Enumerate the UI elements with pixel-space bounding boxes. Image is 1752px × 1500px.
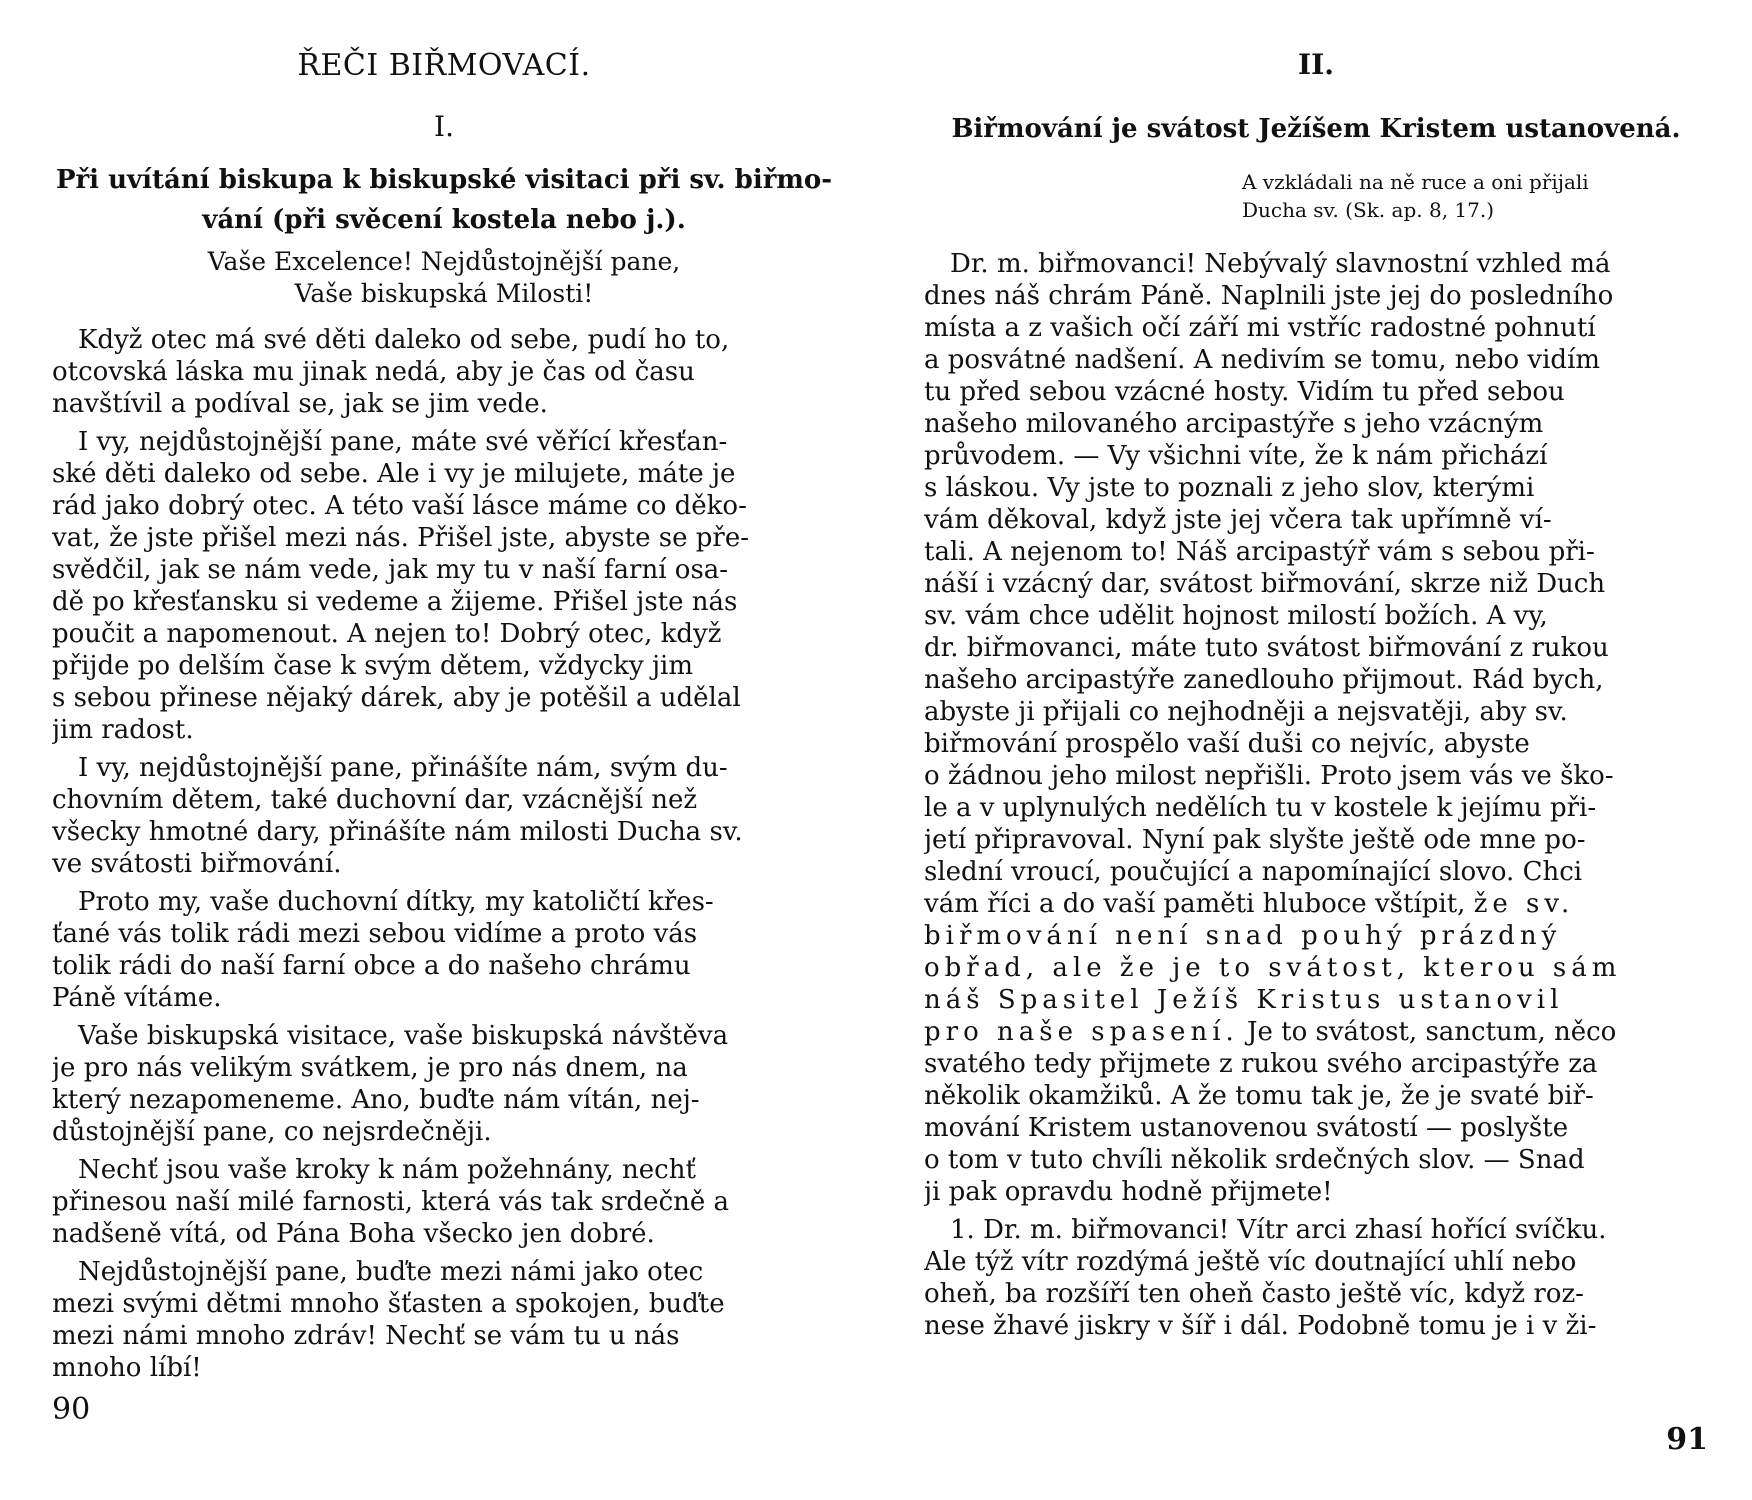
text-line: svědčil, jak se nám vede, jak my tu v naší farní osa- xyxy=(52,555,729,585)
salutation xyxy=(52,246,836,310)
text-line: je pro nás velikým svátkem, je pro nás dnem, na xyxy=(52,1053,688,1083)
text-line: mnoho líbí! xyxy=(52,1353,202,1383)
text-line: ve svátosti biřmování. xyxy=(52,849,342,879)
paragraph xyxy=(924,1214,1708,1342)
text-line: o žádnou jeho milost nepřišli. Proto jsem vás ve ško- xyxy=(924,761,1614,791)
text-line: Nechť jsou vaše kroky k nám požehnány, nechť xyxy=(78,1155,696,1185)
text-line: Nejdůstojnější pane, buďte mezi námi jako otec xyxy=(78,1257,704,1287)
paragraph xyxy=(52,1154,836,1250)
text-line: abyste ji přijali co nejhodněji a nejsvatěji, aby sv. xyxy=(924,697,1568,727)
text-line: oheň, ba rozšíří ten oheň často ještě víc, když roz- xyxy=(924,1279,1584,1309)
text-line: I vy, nejdůstojnější pane, máte své věřící křesťan- xyxy=(78,427,728,457)
text-line xyxy=(924,888,1708,920)
text-line: průvodem. — Vy všichni víte, že k nám přichází xyxy=(924,441,1548,471)
text-line: důstojnější pane, co nejsrdečněji. xyxy=(52,1117,492,1147)
text-line: chovním dětem, také duchovní dar, vzácnější než xyxy=(52,785,698,815)
paragraph xyxy=(52,886,836,1014)
text-line: slední vroucí, poučující a napomínající slovo. Chci xyxy=(924,857,1583,887)
text-line: našeho milovaného arcipastýře s jeho vzácným xyxy=(924,409,1544,439)
paragraph xyxy=(924,248,1708,1208)
text-line: který nezapomeneme. Ano, buďte nám vítán, nej- xyxy=(52,1085,700,1115)
paragraph xyxy=(52,1020,836,1148)
right-page xyxy=(924,0,1708,1500)
text-line: dr. biřmovanci, máte tuto svátost biřmování z rukou xyxy=(924,633,1609,663)
paragraph xyxy=(52,752,836,880)
text-line: místa a z vašich očí září mi vstříc radostné pohnutí xyxy=(924,313,1596,343)
text-line: mování Kristem ustanovenou svátostí — poslyšte xyxy=(924,1113,1569,1143)
text-line: ji pak opravdu hodně přijmete! xyxy=(924,1177,1333,1207)
text-line: dě po křesťansku si vedeme a žijeme. Přišel jste nás xyxy=(52,587,738,617)
text-line: navštívil a podíval se, jak se jim vede. xyxy=(52,389,548,419)
text-line: tali. A nejenom to! Náš arcipastýř vám s sebou při- xyxy=(924,537,1595,567)
salutation-line: Vaše Excelence! Nejdůstojnější pane, xyxy=(207,247,681,276)
left-page xyxy=(52,0,836,1500)
emphasized-line: náš Spasitel Ježíš Kristus ustanovil xyxy=(924,985,1564,1015)
section-number-right: II. xyxy=(1298,48,1334,81)
plain-text: vám říci a do vaší paměti hluboce vštípit, xyxy=(924,889,1474,919)
text-line: vat, že jste přišel mezi nás. Přišel jste, abyste se pře- xyxy=(52,523,749,553)
left-body-text xyxy=(52,324,836,1384)
running-title: ŘEČI BIŘMOVACÍ. xyxy=(297,48,591,83)
text-line: sv. vám chce udělit hojnost milostí božích. A vy, xyxy=(924,601,1548,631)
text-line: vám děkoval, když jste jej včera tak upřímně ví- xyxy=(924,505,1552,535)
text-line: Proto my, vaše duchovní dítky, my katoličtí křes- xyxy=(78,887,714,917)
page-number-left: 90 xyxy=(52,1392,91,1427)
text-line: Páně vítáme. xyxy=(52,983,222,1013)
text-line: poučit a napomenout. A nejen to! Dobrý otec, když xyxy=(52,619,722,649)
section-title-line: Při uvítání biskupa k biskupské visitaci při sv. biřmo- xyxy=(55,165,833,195)
text-line: našeho arcipastýře zanedlouho přijmout. Rád bych, xyxy=(924,665,1604,695)
salutation-line: Vaše biskupská Milosti! xyxy=(294,279,594,308)
section-title-left xyxy=(52,160,836,240)
text-line: le a v uplynulých nedělích tu v kostele k jejímu při- xyxy=(924,793,1597,823)
emphasized-text: pro naše spasení. xyxy=(924,1017,1239,1047)
emphasized-line: obřad, ale že je to svátost, kterou sám xyxy=(924,953,1622,983)
text-line: Vaše biskupská visitace, vaše biskupská návštěva xyxy=(78,1021,729,1051)
text-line: s sebou přinese nějaký dárek, aby je potěšil a udělal xyxy=(52,683,741,713)
text-line: jim radost. xyxy=(52,715,194,745)
text-line: a posvátné nadšení. A nedivím se tomu, nebo vidím xyxy=(924,345,1601,375)
text-line: o tom v tuto chvíli několik srdečných slov. — Snad xyxy=(924,1145,1585,1175)
text-line: 1. Dr. m. biřmovanci! Vítr arci zhasí hořící svíčku. xyxy=(950,1215,1607,1245)
text-line: biřmování prospělo vaší duši co nejvíc, abyste xyxy=(924,729,1530,759)
text-line: tolik rádi do naší farní obce a do našeho chrámu xyxy=(52,951,691,981)
text-line xyxy=(924,1016,1708,1048)
text-line: Dr. m. biřmovanci! Nebývalý slavnostní vzhled má xyxy=(950,249,1611,279)
paragraph xyxy=(52,426,836,746)
text-line: ské děti daleko od sebe. Ale i vy je milujete, máte je xyxy=(52,459,736,489)
text-line: náší i vzácný dar, svátost biřmování, skrze niž Duch xyxy=(924,569,1606,599)
text-line: s láskou. Vy jste to poznali z jeho slov, kterými xyxy=(924,473,1535,503)
text-line: svatého tedy přijmete z rukou svého arcipastýře za xyxy=(924,1049,1598,1079)
text-line: ťané vás tolik rádi mezi sebou vidíme a proto vás xyxy=(52,919,698,949)
section-title-right: Biřmování je svátost Ježíšem Kristem ustanovená. xyxy=(951,114,1681,144)
text-line: mezi námi mnoho zdráv! Nechť se vám tu u nás xyxy=(52,1321,680,1351)
motto-quote xyxy=(1242,168,1712,224)
text-line: přinesou naší milé farnosti, která vás tak srdečně a xyxy=(52,1187,730,1217)
text-line: otcovská láska mu jinak nedá, aby je čas od času xyxy=(52,357,695,387)
text-line: tu před sebou vzácné hosty. Vidím tu před sebou xyxy=(924,377,1565,407)
text-line: rád jako dobrý otec. A této vaší lásce máme co děko- xyxy=(52,491,747,521)
emphasized-text: že sv. xyxy=(1473,889,1575,919)
text-line: všecky hmotné dary, přinášíte nám milosti Ducha sv. xyxy=(52,817,743,847)
page-number-right: 91 xyxy=(1666,1422,1708,1457)
text-line: nadšeně vítá, od Pána Boha všecko jen dobré. xyxy=(52,1219,655,1249)
text-line: přijde po delším čase k svým dětem, vždycky jim xyxy=(52,651,694,681)
text-line: I vy, nejdůstojnější pane, přinášíte nám, svým du- xyxy=(78,753,728,783)
text-line: Ale týž vítr rozdýmá ještě víc doutnající uhlí nebo xyxy=(924,1247,1577,1277)
text-line: jetí připravoval. Nyní pak slyšte ještě ode mne po- xyxy=(924,825,1586,855)
text-line: dnes náš chrám Páně. Naplnili jste jej do posledního xyxy=(924,281,1614,311)
text-line: Když otec má své děti daleko od sebe, pudí ho to, xyxy=(78,325,730,355)
motto-line: Ducha sv. (Sk. ap. 8, 17.) xyxy=(1242,198,1495,222)
paragraph xyxy=(52,324,836,420)
text-line: nese žhavé jiskry v šíř i dál. Podobně tomu je i v ži- xyxy=(924,1311,1597,1341)
emphasized-line: biřmování není snad pouhý prázdný xyxy=(924,921,1562,951)
text-line: mezi svými dětmi mnoho šťasten a spokojen, buďte xyxy=(52,1289,725,1319)
motto-line: A vzkládali na ně ruce a oni přijali xyxy=(1242,170,1589,194)
right-body-text xyxy=(924,248,1708,1342)
section-title-line: vání (při svěcení kostela nebo j.). xyxy=(202,205,686,235)
section-number-left: I. xyxy=(434,110,454,143)
plain-text: Je to svátost, sanctum, něco xyxy=(1238,1017,1617,1047)
paragraph xyxy=(52,1256,836,1384)
text-line: několik okamžiků. A že tomu tak je, že je svaté biř- xyxy=(924,1081,1594,1111)
